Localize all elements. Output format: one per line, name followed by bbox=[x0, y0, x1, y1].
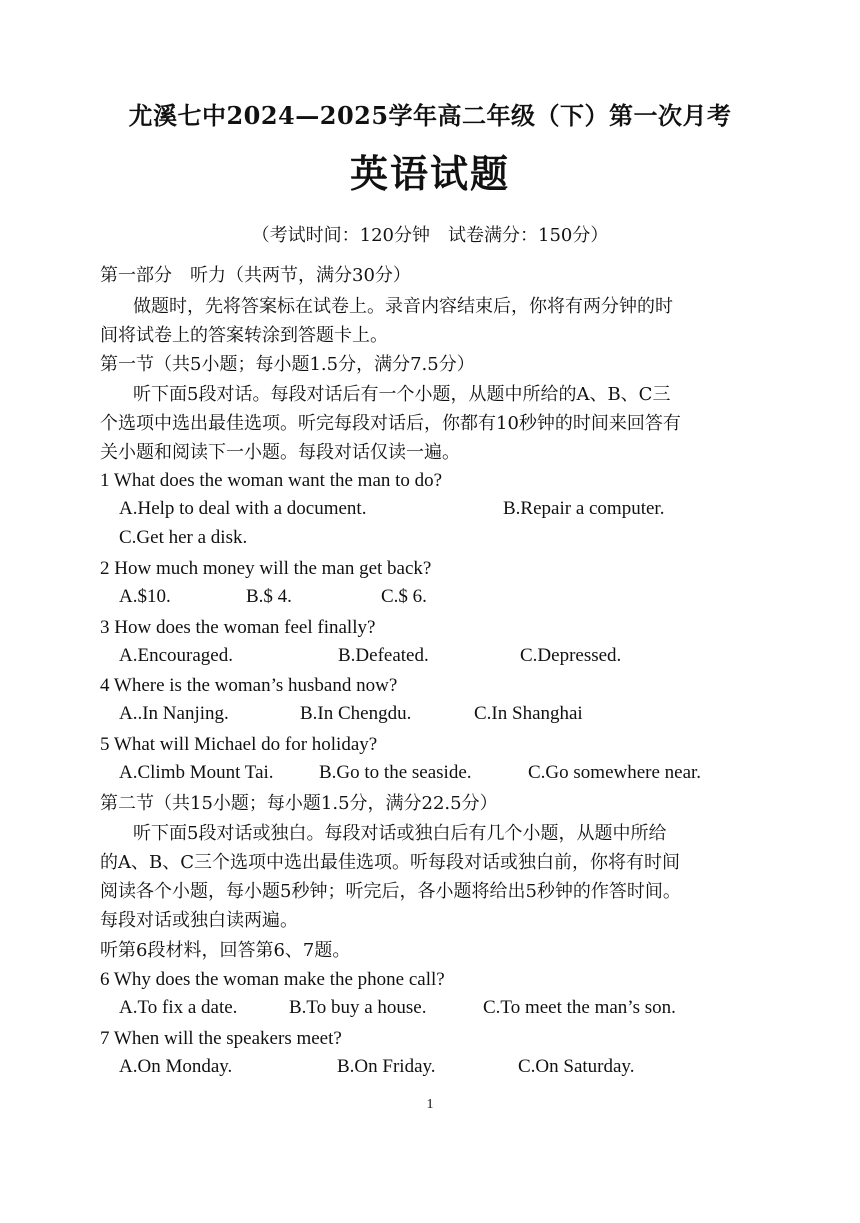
material-note: 听第6段材料，回答第6、7题。 bbox=[100, 940, 351, 961]
page-number: 1 bbox=[426, 1097, 434, 1112]
exam-time-and-score: （考试时间：120分钟 试卷满分：150分） bbox=[251, 225, 609, 246]
option-c: C.Go somewhere near. bbox=[528, 762, 702, 783]
option-b: B.Defeated. bbox=[338, 645, 429, 666]
option-c: C.Get her a disk. bbox=[119, 527, 248, 548]
option-a: A.Help to deal with a document. bbox=[119, 498, 367, 519]
question-text: 1 What does the woman want the man to do? bbox=[100, 470, 443, 491]
option-a: A.Encouraged. bbox=[119, 645, 233, 666]
option-c: C.To meet the man’s son. bbox=[483, 997, 676, 1018]
option-a: A.Climb Mount Tai. bbox=[119, 762, 274, 783]
option-b: B.Go to the seaside. bbox=[319, 762, 472, 783]
section2-instruction-line: 听下面5段对话或独白。每段对话或独白后有几个小题，从题中所给 bbox=[133, 823, 667, 844]
option-b: B.On Friday. bbox=[337, 1056, 436, 1077]
option-a: A..In Nanjing. bbox=[119, 703, 229, 724]
section2-instruction-line: 阅读各个小题，每小题5秒钟；听完后，各小题将给出5秒钟的作答时间。 bbox=[100, 881, 681, 902]
section1-instruction-line: 关小题和阅读下一小题。每段对话仅读一遍。 bbox=[100, 442, 460, 463]
option-c: C.In Shanghai bbox=[474, 703, 583, 724]
option-b: B.To buy a house. bbox=[289, 997, 427, 1018]
part1-instruction-line: 做题时，先将答案标在试卷上。录音内容结束后，你将有两分钟的时 bbox=[133, 296, 673, 317]
section1-heading: 第一节（共5小题；每小题1.5分，满分7.5分） bbox=[100, 354, 475, 375]
option-c: C.Depressed. bbox=[520, 645, 622, 666]
question-text: 2 How much money will the man get back? bbox=[100, 558, 432, 579]
question-text: 7 When will the speakers meet? bbox=[100, 1028, 342, 1049]
exam-subject-title: 英语试题 bbox=[349, 151, 510, 196]
option-b: B.Repair a computer. bbox=[503, 498, 665, 519]
option-a: A.On Monday. bbox=[119, 1056, 233, 1077]
question-text: 4 Where is the woman’s husband now? bbox=[100, 675, 398, 696]
question-text: 6 Why does the woman make the phone call? bbox=[100, 969, 445, 990]
option-a: A.$10. bbox=[119, 586, 171, 607]
section1-instruction-line: 听下面5段对话。每段对话后有一个小题，从题中所给的A、B、C三 bbox=[133, 384, 671, 405]
section2-instruction-line: 每段对话或独白读两遍。 bbox=[100, 910, 298, 931]
option-b: B.$ 4. bbox=[246, 586, 292, 607]
part1-instruction-line: 间将试卷上的答案转涂到答题卡上。 bbox=[100, 325, 388, 346]
option-b: B.In Chengdu. bbox=[300, 703, 412, 724]
part1-heading: 第一部分 听力（共两节，满分30分） bbox=[100, 265, 411, 286]
exam-title: 尤溪七中2024—2025学年高二年级（下）第一次月考 bbox=[128, 101, 732, 130]
option-c: C.On Saturday. bbox=[518, 1056, 635, 1077]
option-a: A.To fix a date. bbox=[119, 997, 238, 1018]
section2-instruction-line: 的A、B、C三个选项中选出最佳选项。听每段对话或独白前，你将有时间 bbox=[100, 852, 680, 873]
section1-instruction-line: 个选项中选出最佳选项。听完每段对话后，你都有10秒钟的时间来回答有 bbox=[100, 413, 681, 434]
question-text: 5 What will Michael do for holiday? bbox=[100, 734, 378, 755]
question-text: 3 How does the woman feel finally? bbox=[100, 617, 376, 638]
option-c: C.$ 6. bbox=[381, 586, 427, 607]
section2-heading: 第二节（共15小题；每小题1.5分，满分22.5分） bbox=[100, 793, 498, 814]
